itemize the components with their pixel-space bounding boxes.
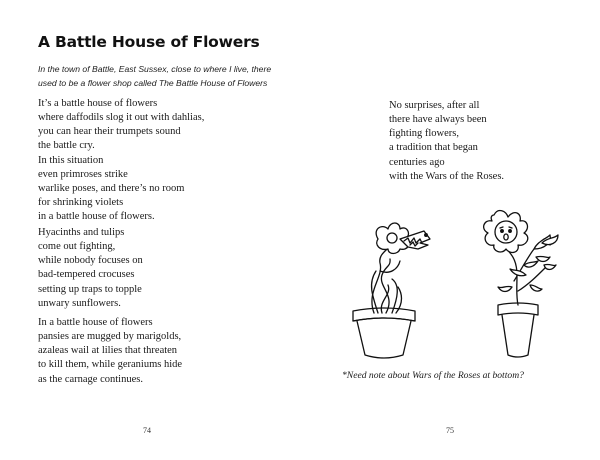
poem-line: In a battle house of flowers (38, 317, 153, 328)
page-number-left: 74 (143, 426, 151, 435)
illustration-caption: *Need note about Wars of the Roses at bottom? (342, 370, 524, 381)
intro-line: In the town of Battle, East Sussex, close to where I live, there (38, 64, 272, 74)
poem-title: A Battle House of Flowers (38, 33, 260, 51)
page-number-right: 75 (446, 426, 454, 435)
poem-line: setting up traps to topple (38, 283, 142, 295)
poem-intro (38, 62, 278, 90)
intro-line: used to be a flower shop called The Battle House of Flowers (38, 78, 268, 88)
poem-line: warlike poses, and there’s no room (38, 182, 185, 194)
right-flower-head (484, 211, 528, 253)
poem-line: while nobody focuses on (38, 255, 143, 267)
poem-line: It’s a battle house of flowers (38, 98, 158, 109)
poem-line: come out fighting, (38, 241, 116, 253)
fighting-flowers-illustration (338, 205, 584, 365)
poem-line: there have always been (389, 114, 487, 126)
poem-line: as the carnage continues. (38, 373, 143, 385)
poem-line: where daffodils slog it out with dahlias, (38, 112, 205, 124)
poem-line: In this situation (38, 154, 104, 166)
poem-line: a tradition that began (389, 142, 478, 154)
poem-line: in a battle house of flowers. (38, 211, 155, 223)
poem-line: azaleas wail at lilies that threaten (38, 345, 178, 357)
stanza-4 (389, 99, 504, 184)
left-flower-head (376, 223, 430, 254)
poem-line: centuries ago (389, 156, 445, 168)
poem-line: you can hear their trumpets sound (38, 126, 181, 138)
poem-line: for shrinking violets (38, 197, 124, 209)
left-flower-pot (353, 308, 415, 358)
poem-line: the battle cry. (38, 140, 95, 152)
poem-line: pansies are mugged by marigolds, (38, 331, 182, 343)
stanza-3 (38, 316, 182, 387)
stanza-1 (38, 97, 204, 224)
poem-line: fighting flowers, (389, 128, 459, 140)
poem-line: bad-tempered crocuses (38, 269, 135, 281)
poem-line: with the Wars of the Roses. (389, 170, 505, 182)
poem-line: even primroses strike (38, 168, 128, 180)
right-page (300, 0, 600, 460)
poem-line: unwary sunflowers. (38, 297, 121, 309)
poem-line: No surprises, after all (389, 100, 480, 111)
poem-line: Hyacinths and tulips (38, 227, 125, 238)
right-flower-pot (498, 303, 538, 357)
stanza-2 (38, 226, 143, 311)
poem-line: to kill them, while geraniums hide (38, 359, 183, 371)
